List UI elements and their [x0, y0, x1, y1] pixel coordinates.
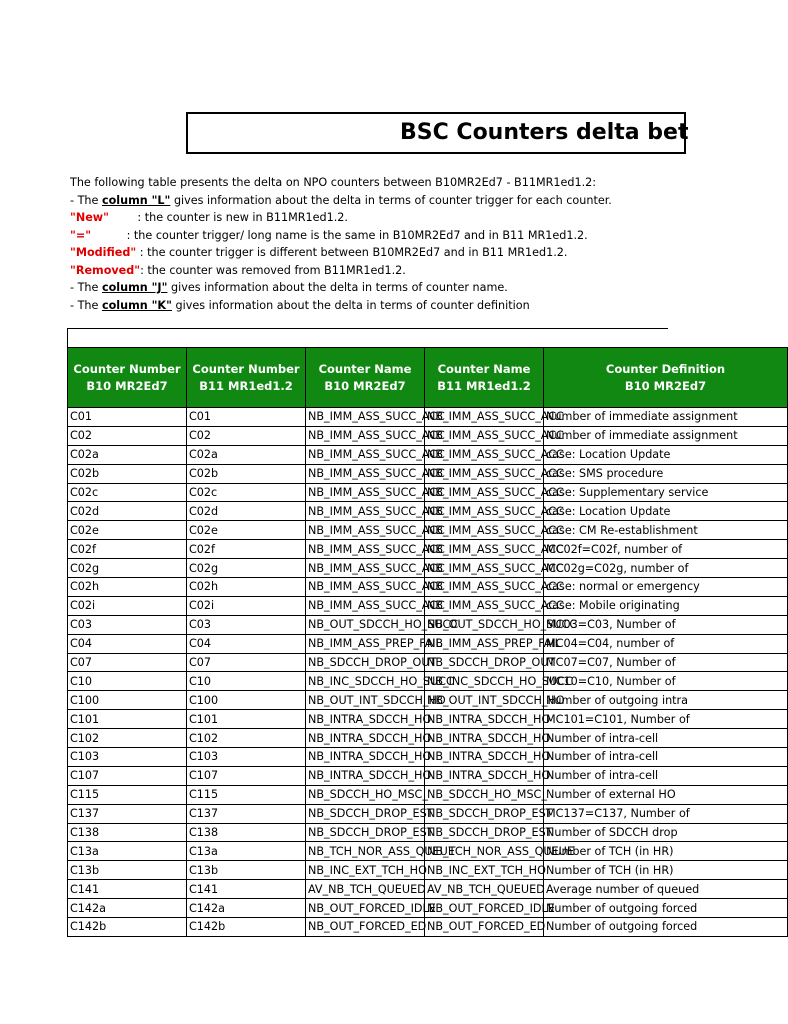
- cell-counter-definition-b10[interactable]: Number of intra-cell: [544, 729, 788, 748]
- cell-counter-definition-b10[interactable]: MC101=C101, Number of: [544, 710, 788, 729]
- table-row: [68, 634, 788, 653]
- table-row: [68, 672, 788, 691]
- cell-counter-name-b10[interactable]: NB_SDCCH_DROP_OUT: [306, 653, 425, 672]
- cell-counter-number-b11[interactable]: C02: [187, 426, 306, 445]
- cell-counter-name-b10[interactable]: NB_INC_SDCCH_HO_SUCC: [306, 672, 425, 691]
- cell-counter-number-b11[interactable]: C02b: [187, 464, 306, 483]
- intro-line-2: [70, 192, 670, 210]
- cell-counter-definition-b10[interactable]: Number of TCH (in HR): [544, 842, 788, 861]
- cell-counter-name-b11[interactable]: NB_IMM_ASS_SUCC_ACC: [425, 540, 544, 559]
- cell-counter-number-b10[interactable]: C04: [68, 634, 187, 653]
- cell-counter-name-b11[interactable]: NB_IMM_ASS_SUCC_ACC: [425, 464, 544, 483]
- table-row: [68, 521, 788, 540]
- cell-counter-number-b11[interactable]: C02h: [187, 578, 306, 597]
- table-row: [68, 785, 788, 804]
- cell-counter-name-b11[interactable]: NB_IMM_ASS_PREP_FAIL: [425, 634, 544, 653]
- header-counter-name-b11: Counter Name B11 MR1ed1.2: [425, 348, 544, 408]
- cell-counter-name-b10[interactable]: NB_SDCCH_HO_MSC_: [306, 785, 425, 804]
- cell-counter-number-b10[interactable]: C100: [68, 691, 187, 710]
- cell-counter-name-b10[interactable]: NB_INTRA_SDCCH_HO: [306, 748, 425, 767]
- cell-counter-definition-b10[interactable]: case: Supplementary service: [544, 483, 788, 502]
- cell-counter-number-b11[interactable]: C02e: [187, 521, 306, 540]
- intro-line-2-prefix: - The: [70, 193, 102, 207]
- cell-counter-name-b11[interactable]: NB_IMM_ASS_SUCC_ACC: [425, 426, 544, 445]
- cell-counter-number-b11[interactable]: C13b: [187, 861, 306, 880]
- cell-counter-name-b10[interactable]: NB_IMM_ASS_SUCC_ACC: [306, 540, 425, 559]
- cell-counter-number-b10[interactable]: C01: [68, 408, 187, 427]
- cell-counter-name-b11[interactable]: NB_INTRA_SDCCH_HO: [425, 748, 544, 767]
- cell-counter-number-b10[interactable]: C02g: [68, 559, 187, 578]
- cell-counter-name-b10[interactable]: NB_IMM_ASS_PREP_FAIL: [306, 634, 425, 653]
- cell-counter-number-b11[interactable]: C100: [187, 691, 306, 710]
- column-j-label: column "J": [101, 281, 168, 294]
- cell-counter-name-b10[interactable]: AV_NB_TCH_QUEUED: [306, 880, 425, 899]
- table-row: [68, 861, 788, 880]
- table-row: [68, 615, 788, 634]
- cell-counter-name-b11[interactable]: NB_OUT_FORCED_ED: [425, 918, 544, 937]
- table-row: [68, 804, 788, 823]
- cell-counter-definition-b10[interactable]: Number of immediate assignment: [544, 426, 788, 445]
- table-row: [68, 653, 788, 672]
- table-row: [68, 918, 788, 937]
- cell-counter-number-b10[interactable]: C13a: [68, 842, 187, 861]
- table-row: [68, 880, 788, 899]
- cell-counter-number-b10[interactable]: C02e: [68, 521, 187, 540]
- cell-counter-name-b11[interactable]: NB_OUT_INT_SDCCH_HO: [425, 691, 544, 710]
- cell-counter-name-b11[interactable]: NB_IMM_ASS_SUCC_ACC: [425, 502, 544, 521]
- intro-text: [70, 174, 670, 314]
- cell-counter-number-b11[interactable]: C01: [187, 408, 306, 427]
- intro-line-1: [70, 174, 670, 192]
- table-row: [68, 483, 788, 502]
- table-row: [68, 408, 788, 427]
- cell-counter-number-b10[interactable]: C142a: [68, 899, 187, 918]
- header-counter-number-b11: Counter Number B11 MR1ed1.2: [187, 348, 306, 408]
- title-box: [186, 112, 689, 154]
- cell-counter-definition-b10[interactable]: Number of outgoing forced: [544, 899, 788, 918]
- table-row: [68, 766, 788, 785]
- cell-counter-number-b10[interactable]: C142b: [68, 918, 187, 937]
- cell-counter-name-b11[interactable]: NB_IMM_ASS_SUCC_ACC: [425, 578, 544, 597]
- table-row: [68, 710, 788, 729]
- cell-counter-number-b11[interactable]: C07: [187, 653, 306, 672]
- cell-counter-number-b10[interactable]: C10: [68, 672, 187, 691]
- intro-line-1-text: The following table presents the delta on NPO counters between B10MR2Ed7 - B11MR1ed1.2:: [70, 176, 597, 189]
- intro-line-4: [70, 227, 670, 245]
- cell-counter-definition-b10[interactable]: case: Location Update: [544, 502, 788, 521]
- cell-counter-definition-b10[interactable]: case: Mobile originating: [544, 596, 788, 615]
- cell-counter-number-b10[interactable]: C115: [68, 785, 187, 804]
- cell-counter-definition-b10[interactable]: MC02g=C02g, number of: [544, 559, 788, 578]
- intro-line-7-text: gives information about the delta in terms of counter name.: [167, 281, 508, 294]
- table-row: [68, 445, 788, 464]
- cell-counter-number-b10[interactable]: C102: [68, 729, 187, 748]
- cell-counter-name-b10[interactable]: NB_OUT_FORCED_IDLE: [306, 899, 425, 918]
- cell-counter-name-b10[interactable]: NB_IMM_ASS_SUCC_ACC: [306, 559, 425, 578]
- intro-line-6-text: : the counter was removed from B11MR1ed1.2.: [140, 263, 406, 277]
- cell-counter-name-b11[interactable]: NB_INTRA_SDCCH_HO: [425, 729, 544, 748]
- cell-counter-number-b11[interactable]: C03: [187, 615, 306, 634]
- table-header-row: [68, 348, 788, 408]
- cell-counter-name-b11[interactable]: NB_SDCCH_DROP_EST: [425, 804, 544, 823]
- cell-counter-definition-b10[interactable]: case: CM Re-establishment: [544, 521, 788, 540]
- cell-counter-name-b10[interactable]: NB_TCH_NOR_ASS_QUEUE: [306, 842, 425, 861]
- cell-counter-name-b10[interactable]: NB_IMM_ASS_SUCC_ACC: [306, 483, 425, 502]
- new-keyword: "New": [70, 211, 109, 224]
- cell-counter-number-b11[interactable]: C102: [187, 729, 306, 748]
- cell-counter-number-b11[interactable]: C02f: [187, 540, 306, 559]
- cell-counter-number-b11[interactable]: C101: [187, 710, 306, 729]
- cell-counter-name-b11[interactable]: NB_IMM_ASS_SUCC_ACC: [425, 596, 544, 615]
- cell-counter-definition-b10[interactable]: Number of intra-cell: [544, 748, 788, 767]
- cell-counter-name-b11[interactable]: NB_IMM_ASS_SUCC_ACC: [425, 408, 544, 427]
- table-row: [68, 823, 788, 842]
- cell-counter-name-b10[interactable]: NB_IMM_ASS_SUCC_ACC: [306, 408, 425, 427]
- cell-counter-definition-b10[interactable]: MC02f=C02f, number of: [544, 540, 788, 559]
- cell-counter-number-b11[interactable]: C115: [187, 785, 306, 804]
- intro-line-6: [70, 262, 670, 280]
- cell-counter-name-b11[interactable]: NB_IMM_ASS_SUCC_ACC: [425, 483, 544, 502]
- counters-table-container: [67, 328, 738, 934]
- table-row: [68, 559, 788, 578]
- header-counter-name-b10: Counter Name B10 MR2Ed7: [306, 348, 425, 408]
- cell-counter-name-b10[interactable]: NB_SDCCH_DROP_EST: [306, 804, 425, 823]
- cell-counter-name-b11[interactable]: NB_SDCCH_HO_MSC_: [425, 785, 544, 804]
- table-frame: [67, 328, 668, 348]
- cell-counter-name-b10[interactable]: NB_IMM_ASS_SUCC_ACC: [306, 426, 425, 445]
- cell-counter-number-b11[interactable]: C142b: [187, 918, 306, 937]
- cell-counter-definition-b10[interactable]: Number of outgoing forced: [544, 918, 788, 937]
- cell-counter-number-b10[interactable]: C02a: [68, 445, 187, 464]
- cell-counter-number-b11[interactable]: C02c: [187, 483, 306, 502]
- table-row: [68, 748, 788, 767]
- cell-counter-definition-b10[interactable]: Number of outgoing intra: [544, 691, 788, 710]
- cell-counter-number-b10[interactable]: C02i: [68, 596, 187, 615]
- cell-counter-name-b10[interactable]: NB_OUT_SDCCH_HO_SUCC: [306, 615, 425, 634]
- cell-counter-definition-b10[interactable]: MC03=C03, Number of: [544, 615, 788, 634]
- cell-counter-number-b11[interactable]: C02i: [187, 596, 306, 615]
- header-counter-number-b10: Counter Number B10 MR2Ed7: [68, 348, 187, 408]
- cell-counter-name-b11[interactable]: AV_NB_TCH_QUEUED: [425, 880, 544, 899]
- cell-counter-number-b10[interactable]: C03: [68, 615, 187, 634]
- cell-counter-name-b10[interactable]: NB_INTRA_SDCCH_HO: [306, 710, 425, 729]
- cell-counter-number-b10[interactable]: C02d: [68, 502, 187, 521]
- counters-table: [67, 347, 788, 937]
- table-row: [68, 691, 788, 710]
- table-row: [68, 578, 788, 597]
- page-title: BSC Counters delta bet: [400, 120, 689, 145]
- cell-counter-name-b10[interactable]: NB_INTRA_SDCCH_HO: [306, 729, 425, 748]
- cell-counter-number-b10[interactable]: C02: [68, 426, 187, 445]
- equal-keyword: "=": [70, 228, 92, 242]
- cell-counter-name-b10[interactable]: NB_OUT_INT_SDCCH_HO: [306, 691, 425, 710]
- intro-line-8-prefix: - The: [70, 298, 102, 312]
- cell-counter-number-b10[interactable]: C141: [68, 880, 187, 899]
- cell-counter-number-b10[interactable]: C02c: [68, 483, 187, 502]
- table-row: [68, 464, 788, 483]
- table-row: [68, 729, 788, 748]
- cell-counter-name-b10[interactable]: NB_INTRA_SDCCH_HO: [306, 766, 425, 785]
- table-row: [68, 540, 788, 559]
- cell-counter-name-b10[interactable]: NB_IMM_ASS_SUCC_ACC: [306, 502, 425, 521]
- cell-counter-definition-b10[interactable]: MC137=C137, Number of: [544, 804, 788, 823]
- intro-line-7: [70, 279, 670, 297]
- cell-counter-name-b10[interactable]: NB_IMM_ASS_SUCC_ACC: [306, 578, 425, 597]
- intro-line-4-text: : the counter trigger/ long name is the same in B10MR2Ed7 and in B11 MR1ed1.2.: [91, 228, 588, 242]
- cell-counter-number-b10[interactable]: C07: [68, 653, 187, 672]
- column-l-label: column "L": [101, 193, 171, 207]
- intro-line-8: [70, 297, 670, 315]
- modified-keyword: "Modified": [70, 246, 137, 259]
- cell-counter-definition-b10[interactable]: MC10=C10, Number of: [544, 672, 788, 691]
- cell-counter-number-b11[interactable]: C02g: [187, 559, 306, 578]
- cell-counter-name-b11[interactable]: NB_INC_EXT_TCH_HO: [425, 861, 544, 880]
- cell-counter-number-b11[interactable]: C137: [187, 804, 306, 823]
- intro-line-5-text: : the counter trigger is different between B10MR2Ed7 and in B11 MR1ed1.2.: [136, 246, 568, 259]
- intro-line-3-text: : the counter is new in B11MR1ed1.2.: [108, 211, 348, 224]
- cell-counter-definition-b10[interactable]: Number of TCH (in HR): [544, 861, 788, 880]
- cell-counter-number-b11[interactable]: C103: [187, 748, 306, 767]
- cell-counter-name-b11[interactable]: NB_INTRA_SDCCH_HO: [425, 766, 544, 785]
- cell-counter-name-b11[interactable]: NB_OUT_FORCED_IDLE: [425, 899, 544, 918]
- cell-counter-number-b11[interactable]: C10: [187, 672, 306, 691]
- table-row: [68, 842, 788, 861]
- cell-counter-definition-b10[interactable]: case: SMS procedure: [544, 464, 788, 483]
- table-row: [68, 426, 788, 445]
- table-row: [68, 502, 788, 521]
- cell-counter-number-b10[interactable]: C02f: [68, 540, 187, 559]
- cell-counter-number-b10[interactable]: C13b: [68, 861, 187, 880]
- cell-counter-number-b10[interactable]: C137: [68, 804, 187, 823]
- table-body: [68, 408, 788, 937]
- cell-counter-number-b11[interactable]: C02a: [187, 445, 306, 464]
- cell-counter-definition-b10[interactable]: MC07=C07, Number of: [544, 653, 788, 672]
- table-row: [68, 596, 788, 615]
- cell-counter-name-b11[interactable]: NB_TCH_NOR_ASS_QUEUE: [425, 842, 544, 861]
- cell-counter-definition-b10[interactable]: MC04=C04, number of: [544, 634, 788, 653]
- cell-counter-number-b11[interactable]: C107: [187, 766, 306, 785]
- cell-counter-number-b10[interactable]: C107: [68, 766, 187, 785]
- column-k-label: column "K": [101, 298, 172, 312]
- intro-line-8-text: gives information about the delta in terms of counter definition: [171, 298, 530, 312]
- cell-counter-name-b10[interactable]: NB_IMM_ASS_SUCC_ACC: [306, 445, 425, 464]
- table-row: [68, 899, 788, 918]
- intro-line-5: [70, 244, 670, 262]
- cell-counter-name-b11[interactable]: NB_INC_SDCCH_HO_SUCC: [425, 672, 544, 691]
- cell-counter-name-b10[interactable]: NB_IMM_ASS_SUCC_ACC: [306, 596, 425, 615]
- cell-counter-name-b11[interactable]: NB_INTRA_SDCCH_HO: [425, 710, 544, 729]
- cell-counter-definition-b10[interactable]: Number of SDCCH drop: [544, 823, 788, 842]
- cell-counter-number-b10[interactable]: C02h: [68, 578, 187, 597]
- cell-counter-definition-b10[interactable]: Average number of queued: [544, 880, 788, 899]
- cell-counter-name-b10[interactable]: NB_OUT_FORCED_ED: [306, 918, 425, 937]
- cell-counter-name-b11[interactable]: NB_IMM_ASS_SUCC_ACC: [425, 521, 544, 540]
- cell-counter-name-b10[interactable]: NB_IMM_ASS_SUCC_ACC: [306, 464, 425, 483]
- cell-counter-name-b11[interactable]: NB_OUT_SDCCH_HO_SUCC: [425, 615, 544, 634]
- cell-counter-name-b11[interactable]: NB_SDCCH_DROP_EST: [425, 823, 544, 842]
- cell-counter-name-b10[interactable]: NB_INC_EXT_TCH_HO: [306, 861, 425, 880]
- intro-line-7-prefix: - The: [70, 281, 102, 294]
- cell-counter-definition-b10[interactable]: Number of intra-cell: [544, 766, 788, 785]
- cell-counter-number-b10[interactable]: C101: [68, 710, 187, 729]
- header-counter-definition-b10: Counter Definition B10 MR2Ed7: [544, 348, 788, 408]
- cell-counter-definition-b10[interactable]: case: normal or emergency: [544, 578, 788, 597]
- cell-counter-name-b11[interactable]: NB_IMM_ASS_SUCC_ACC: [425, 445, 544, 464]
- cell-counter-number-b10[interactable]: C103: [68, 748, 187, 767]
- cell-counter-definition-b10[interactable]: case: Location Update: [544, 445, 788, 464]
- cell-counter-number-b10[interactable]: C02b: [68, 464, 187, 483]
- cell-counter-number-b11[interactable]: C02d: [187, 502, 306, 521]
- cell-counter-number-b11[interactable]: C141: [187, 880, 306, 899]
- cell-counter-definition-b10[interactable]: Number of immediate assignment: [544, 408, 788, 427]
- cell-counter-number-b11[interactable]: C04: [187, 634, 306, 653]
- removed-keyword: "Removed": [70, 263, 141, 277]
- cell-counter-name-b11[interactable]: NB_IMM_ASS_SUCC_ACC: [425, 559, 544, 578]
- intro-line-2-text: gives information about the delta in terms of counter trigger for each counter.: [170, 193, 612, 207]
- cell-counter-number-b11[interactable]: C138: [187, 823, 306, 842]
- cell-counter-name-b10[interactable]: NB_IMM_ASS_SUCC_ACC: [306, 521, 425, 540]
- cell-counter-number-b10[interactable]: C138: [68, 823, 187, 842]
- cell-counter-definition-b10[interactable]: Number of external HO: [544, 785, 788, 804]
- cell-counter-name-b11[interactable]: NB_SDCCH_DROP_OUT: [425, 653, 544, 672]
- cell-counter-name-b10[interactable]: NB_SDCCH_DROP_EST: [306, 823, 425, 842]
- cell-counter-number-b11[interactable]: C13a: [187, 842, 306, 861]
- intro-line-3: [70, 209, 670, 227]
- cell-counter-number-b11[interactable]: C142a: [187, 899, 306, 918]
